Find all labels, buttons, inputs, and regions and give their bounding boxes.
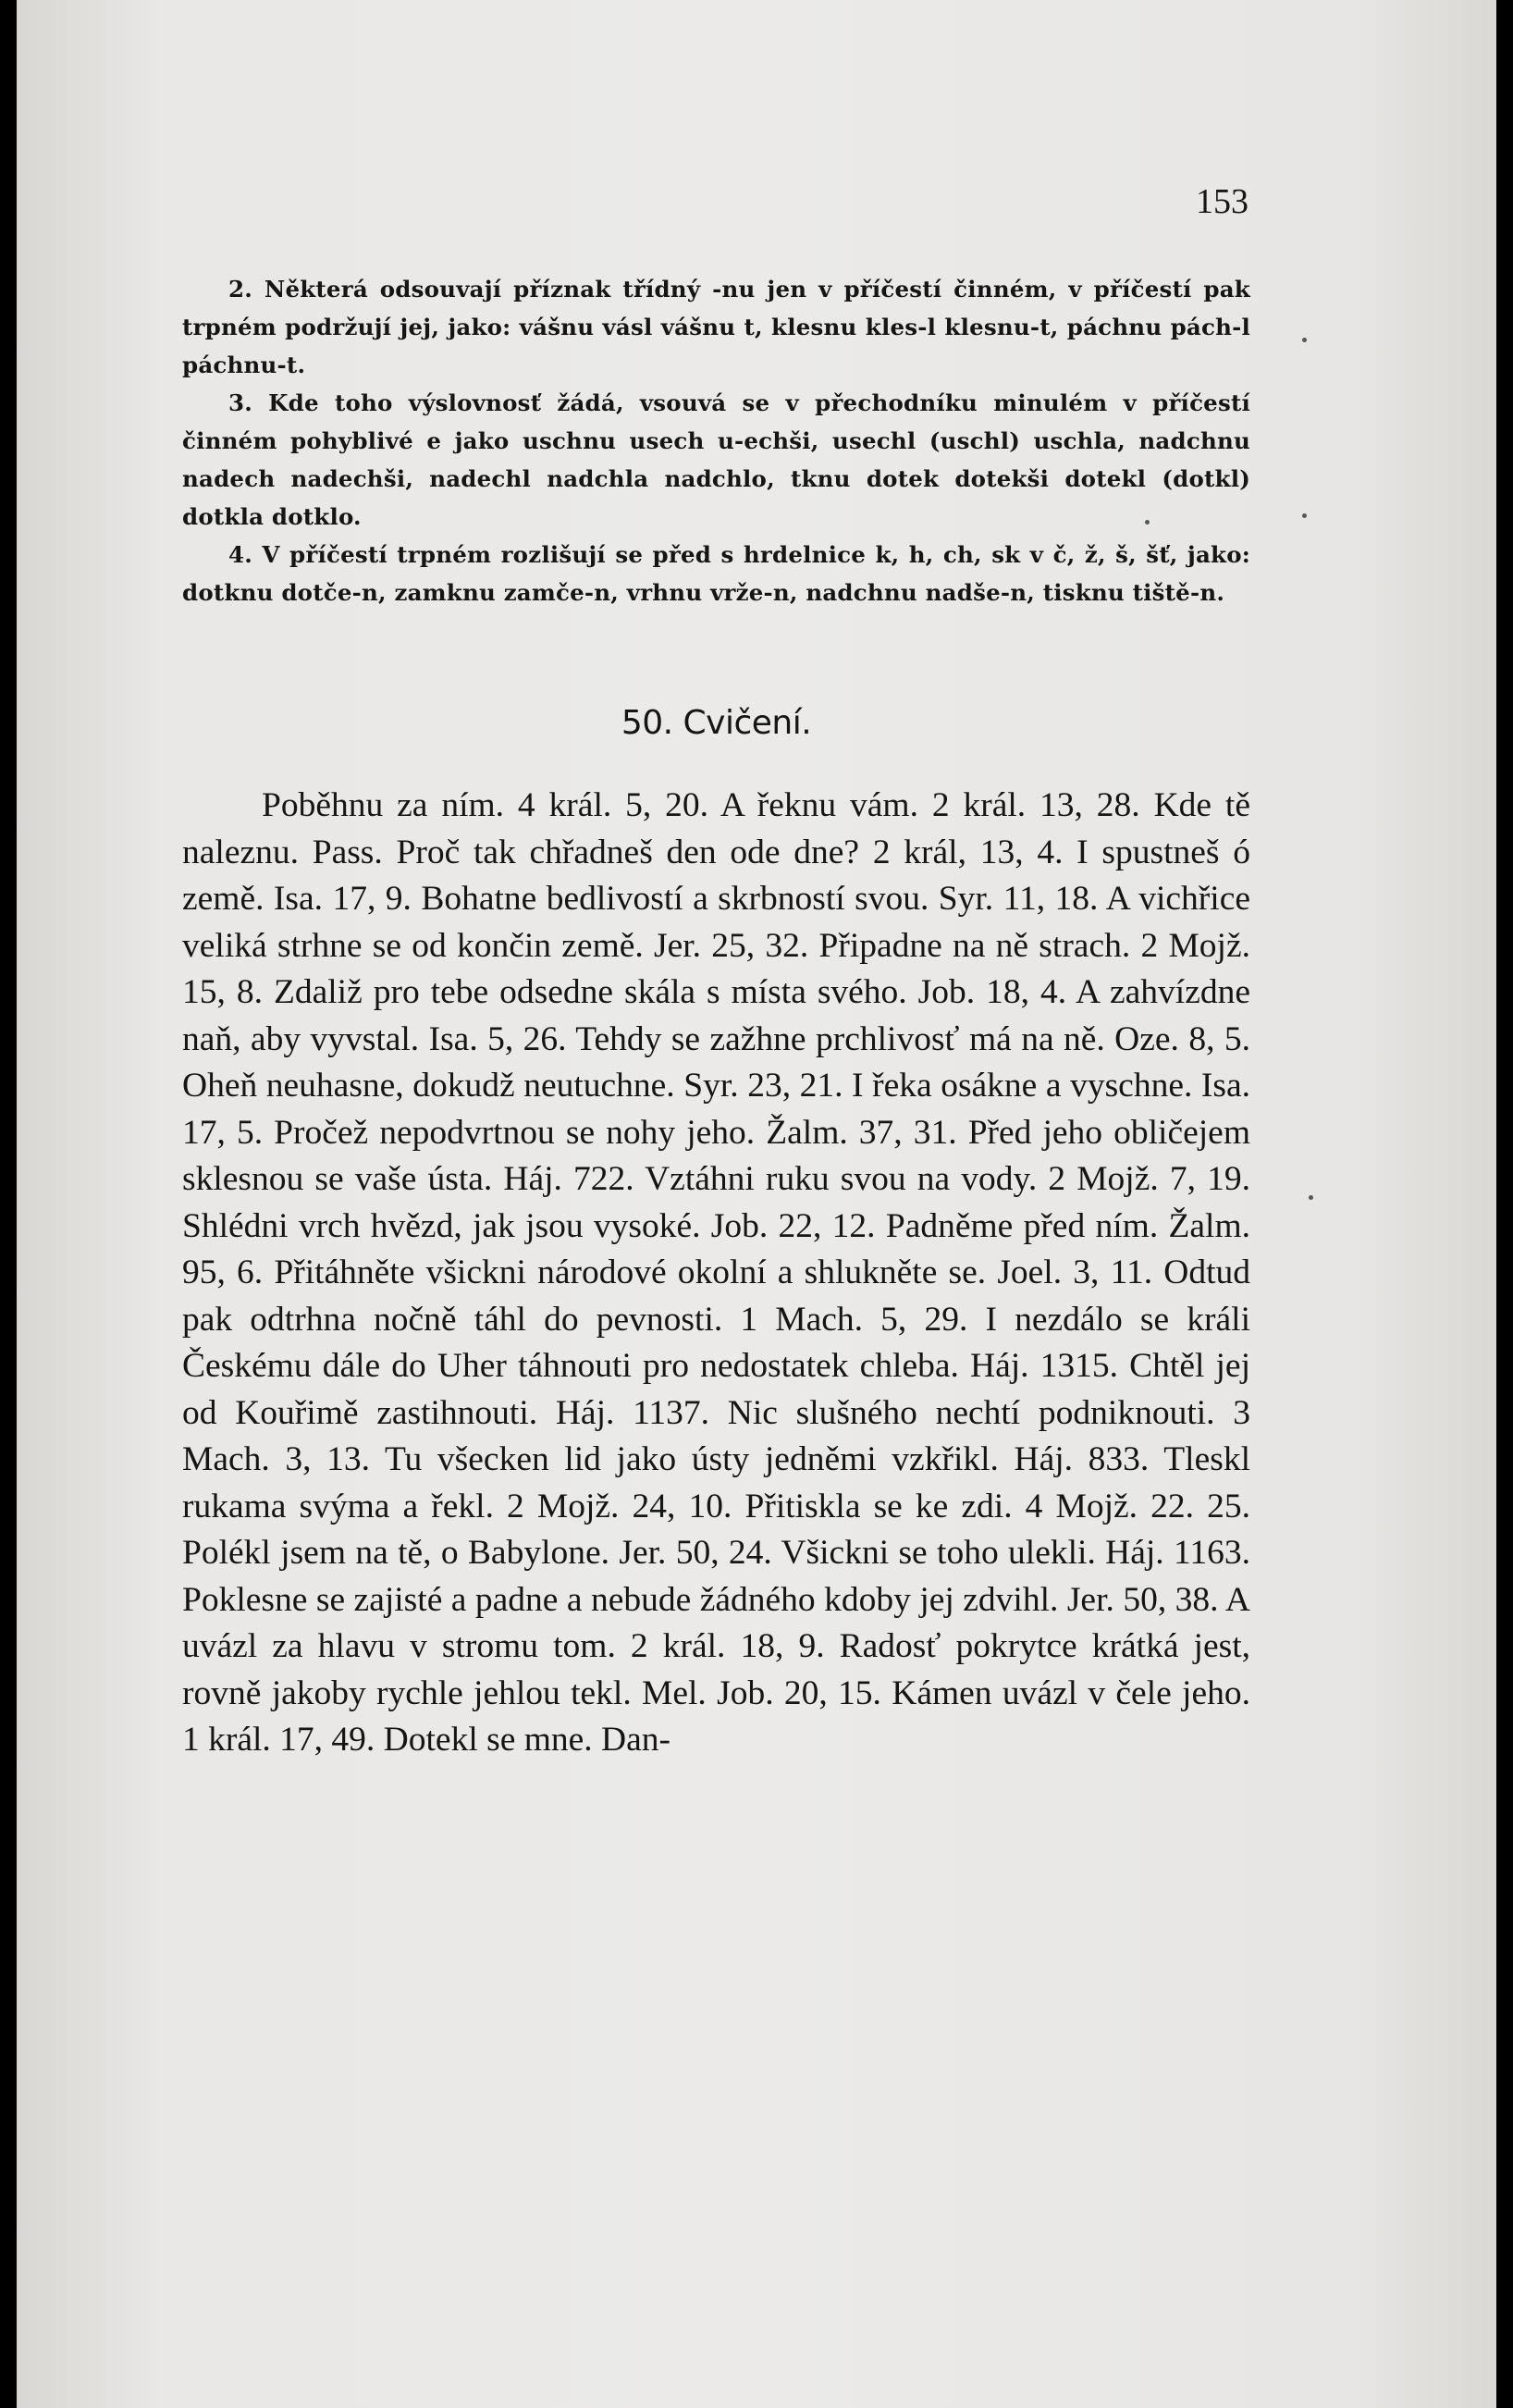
- scan-border-right: [1496, 0, 1513, 2408]
- page-number: 153: [1196, 182, 1249, 221]
- scan-border-left: [0, 0, 17, 2408]
- speck: [1309, 1195, 1313, 1200]
- grammar-rules: [182, 270, 1250, 611]
- speck: [1302, 513, 1307, 518]
- exercise-heading: 50. Cvičení.: [621, 704, 812, 742]
- page-content: [182, 180, 1250, 1764]
- rule-paragraph: 2. Některá odsouvají příznak třídný -nu jen v příčestí činném, v příčestí pak trpném podržují jej, jako: vášnu vásl vášnu t, klesnu kles-l klesnu-t, páchnu pách-l páchnu-t.: [182, 276, 1250, 378]
- exercise-text: Poběhnu za ním. 4 král. 5, 20. A řeknu vám. 2 král. 13, 28. Kde tě naleznu. Pass. Proč tak chřadneš den ode dne? 2 král, 13, 4. I spustneš ó země. Isa. 17, 9. Bohatne bedlivostí a skrbností svou. Syr. 11, 18. A vichřice veliká strhne se od končin země. Jer. 25, 32. Připadne na ně strach. 2 Mojž. 15, 8. Zdaliž pro tebe odsedne skála s místa svého. Job. 18, 4. A zahvízdne naň, aby vyvstal. Isa. 5, 26. Tehdy se zažhne prchlivosť má na ně. Oze. 8, 5. Oheň neuhasne, dokudž neutuchne. Syr. 23, 21. I řeka osákne a vyschne. Isa. 17, 5. Pročež nepodvrtnou se nohy jeho. Žalm. 37, 31. Před jeho obličejem sklesnou se vaše ústa. Háj. 722. Vztáhni ruku svou na vody. 2 Mojž. 7, 19. Shlédni vrch hvězd, jak jsou vysoké. Job. 22, 12. Padněme před ním. Žalm. 95, 6. Přitáhněte všickni národové okolní a shlukněte se. Joel. 3, 11. Odtud pak odtrhna nočně táhl do pevnosti. 1 Mach. 5, 29. I nezdálo se králi Českému dále do Uher táhnouti pro nedostatek chleba. Háj. 1315. Chtěl jej od Kouřimě zastihnouti. Háj. 1137. Nic slušného nechtí podniknouti. 3 Mach. 3, 13. Tu všecken lid jako ústy jedněmi vzkřikl. Háj. 833. Tleskl rukama svýma a řekl. 2 Mojž. 24, 10. Přitiskla se ke zdi. 4 Mojž. 22. 25. Polékl jsem na tě, o Babylone. Jer. 50, 24. Všickni se toho ulekli. Háj. 1163. Poklesne se zajisté a padne a nebude žádného kdoby jej zdvihl. Jer. 50, 38. A uvázl za hlavu v stromu tom. 2 král. 18, 9. Radosť pokrytce krátká jest, rovně jakoby rychle jehlou tekl. Mel. Job. 20, 15. Kámen uvázl v čele jeho. 1 král. 17, 49. Dotekl se mne. Dan-: [182, 786, 1250, 1759]
- rule-paragraph: 3. Kde toho výslovnosť žádá, vsouvá se v přechodníku minulém v příčestí činném pohyblivé e jako uschnu usech u-echši, usechl (uschl) uschla, nadchnu nadech nadechši, nadechl nadchla nadchlo, tknu dotek dotekši dotekl (dotkl) dotkla dotklo.: [182, 389, 1250, 530]
- speck: [1302, 338, 1307, 342]
- rule-paragraph: 4. V příčestí trpném rozlišují se před s hrdelnice k, h, ch, sk v č, ž, š, šť, jako: dotknu dotče-n, zamknu zamče-n, vrhnu vrže-n, nadchnu nadše-n, tisknu tiště-n.: [182, 541, 1250, 606]
